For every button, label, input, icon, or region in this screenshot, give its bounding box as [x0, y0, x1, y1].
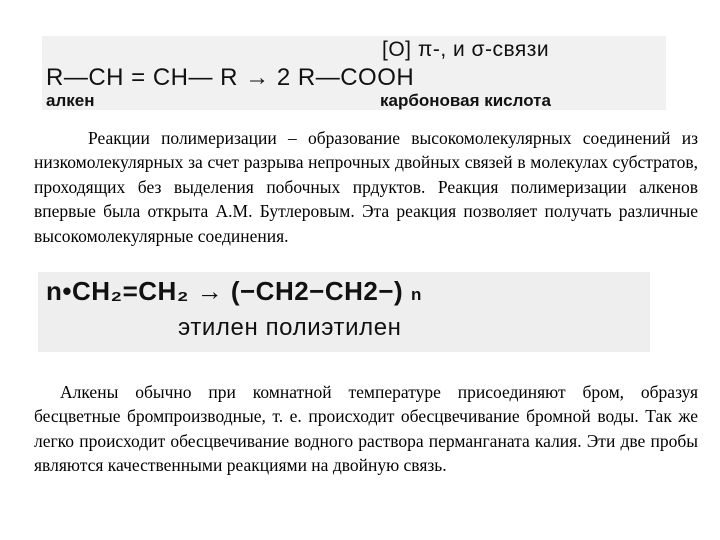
reaction-conditions: [O] π-, и σ-связи	[382, 38, 550, 61]
bromination-paragraph: Алкены обычно при комнатной температуре присоединяют бром, образуя бесцветные бромпроизводные, т. е. происходит обесцвечивание бромной воды. Так же легко происходит обесцвечивание водного раствора перманганата калия. Эти две пробы являются качественными реакциями на двойную связь.	[34, 382, 698, 476]
polymerization-paragraph: Реакции полимеризации – образование высокомолекулярных соединений из низкомолекулярных за счет разрыва непрочных двойных связей в молекулах субстратов, проходящих без выделения побочных прдуктов. Реакция полимеризации алкенов впервые была открыта А.М. Бутлеровым. Эта реакция позволяет получать различные высокомолекулярные соединения.	[34, 128, 698, 246]
polymer-subscript: n	[410, 285, 422, 304]
polymerization-reaction-scan	[38, 272, 650, 352]
ethylene-polyethylene-labels: этилен полиэтилен	[178, 314, 402, 341]
oxidation-equation: R—CH = CH— R → 2 R—COOH	[46, 64, 415, 91]
polymerization-equation	[46, 276, 422, 307]
carboxylic-acid-label: карбоновая кислота	[380, 91, 551, 110]
polymerization-equation-text: n•CH₂=CH₂ → (−CH2−CH2−)	[46, 276, 404, 306]
oxidation-reaction-scan	[42, 36, 666, 110]
alkene-label: алкен	[46, 91, 95, 110]
